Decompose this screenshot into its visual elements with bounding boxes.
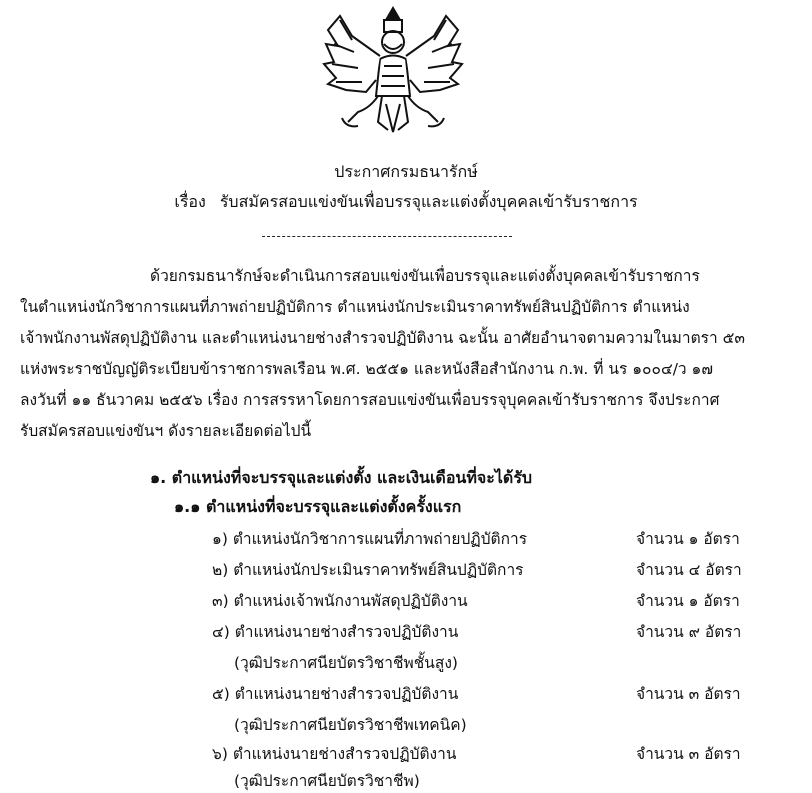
position-label: ๖) ตำแหน่งนายช่างสำรวจปฏิบัติงาน [212,745,457,763]
announcement-subject [0,190,812,215]
section-heading: ๑. ตำแหน่งที่จะบรรจุและแต่งตั้ง และเงินเดือนที่จะได้รับ [150,468,533,487]
body-line: เจ้าพนักงานพัสดุปฏิบัติงาน และตำแหน่งนายช่างสำรวจปฏิบัติงาน ฉะนั้น อาศัยอำนาจตามความในมาตรา ๕๓ [20,329,745,347]
position-qualification: (วุฒิประกาศนียบัตรวิชาชีพชั้นสูง) [234,654,458,672]
subject-label: เรื่อง [174,192,206,211]
position-qualification: (วุฒิประกาศนียบัตรวิชาชีพเทคนิค) [234,716,467,734]
position-qualification: (วุฒิประกาศนียบัตรวิชาชีพ) [234,772,420,790]
announcement-title: ประกาศกรมธนารักษ์ [334,162,478,181]
body-line: ด้วยกรมธนารักษ์จะดำเนินการสอบแข่งขันเพื่อบรรจุและแต่งตั้งบุคคลเข้ารับราชการ [150,267,700,285]
subsection-heading: ๑.๑ ตำแหน่งที่จะบรรจุและแต่งตั้งครั้งแรก [174,497,462,516]
body-line: รับสมัครสอบแข่งขันฯ ดังรายละเอียดต่อไปนี้ [20,422,312,440]
dashed-divider [262,236,512,237]
position-label: ๔) ตำแหน่งนายช่างสำรวจปฏิบัติงาน [212,623,459,641]
subject-text: รับสมัครสอบแข่งขันเพื่อบรรจุและแต่งตั้งบุคคลเข้ารับราชการ [219,192,638,211]
body-line: ในตำแหน่งนักวิชาการแผนที่ภาพถ่ายปฏิบัติการ ตำแหน่งนักประเมินราคาทรัพย์สินปฏิบัติการ ตำแหน่ง [20,298,690,316]
body-line: ลงวันที่ ๑๑ ธันวาคม ๒๕๕๖ เรื่อง การสรรหาโดยการสอบแข่งขันเพื่อบรรจุบุคคลเข้ารับราชการ จึงประกาศ [20,391,720,409]
position-count: จำนวน ๙ อัตรา [636,623,742,641]
garuda-emblem [318,4,468,136]
position-label: ๒) ตำแหน่งนักประเมินราคาทรัพย์สินปฏิบัติการ [212,561,524,579]
position-label: ๕) ตำแหน่งนายช่างสำรวจปฏิบัติงาน [212,685,459,703]
body-line: แห่งพระราชบัญญัติระเบียบข้าราชการพลเรือน พ.ศ. ๒๕๕๑ และหนังสือสำนักงาน ก.พ. ที่ นร ๑๐๐๔/ว ๑๗ [20,360,714,378]
position-count: จำนวน ๓ อัตรา [636,745,741,763]
position-count: จำนวน ๑ อัตรา [636,530,740,548]
position-label: ๓) ตำแหน่งเจ้าพนักงานพัสดุปฏิบัติงาน [212,592,468,610]
position-count: จำนวน ๑ อัตรา [636,592,740,610]
position-label: ๑) ตำแหน่งนักวิชาการแผนที่ภาพถ่ายปฏิบัติการ [212,530,528,548]
position-count: จำนวน ๔ อัตรา [636,561,742,579]
position-count: จำนวน ๓ อัตรา [636,685,741,703]
